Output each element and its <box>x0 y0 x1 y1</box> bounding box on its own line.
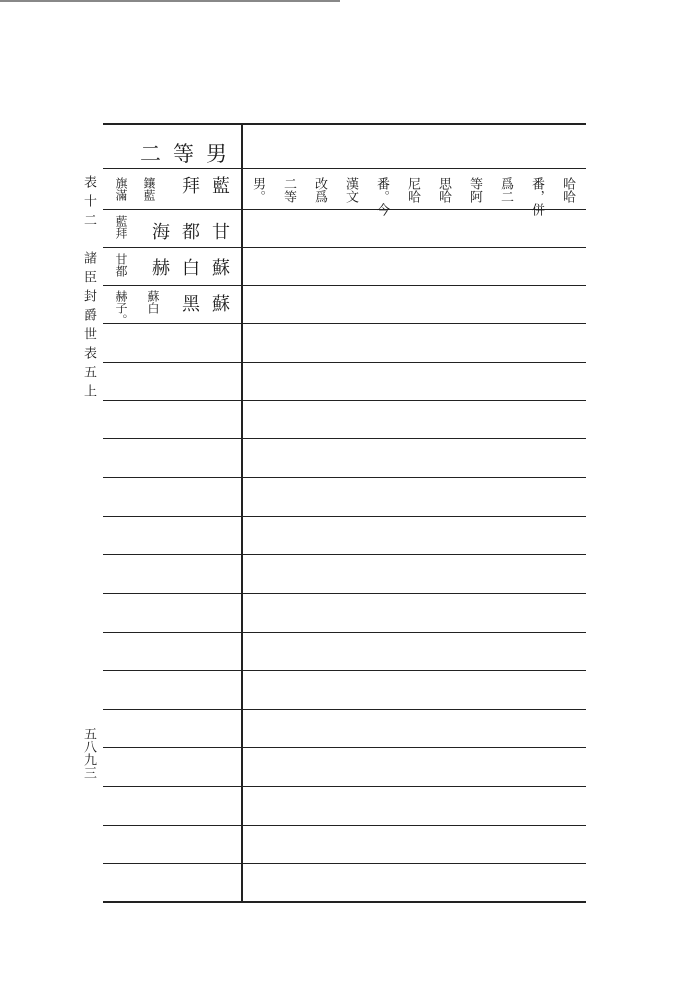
row2-name-pre: 都 <box>179 222 200 240</box>
row-rule <box>103 323 586 324</box>
row-rule <box>103 247 586 248</box>
row4-name-pre: 黑 <box>179 294 200 312</box>
note-column: 思哈 <box>436 177 451 203</box>
row-rule <box>103 863 586 864</box>
row-rule <box>103 670 586 671</box>
row2-name-pre2: 海 <box>149 222 170 240</box>
note-column: 等阿 <box>467 177 482 203</box>
rank-header: 二等男 <box>140 142 239 166</box>
row-rule <box>103 477 586 478</box>
row-rule <box>103 438 586 439</box>
row-rule <box>103 285 586 286</box>
page-number: 五八九三 <box>81 727 96 779</box>
note-column: 改爲 <box>312 177 327 203</box>
row-rule <box>103 825 586 826</box>
row-rule <box>103 168 586 169</box>
row-rule <box>103 400 586 401</box>
margin-title: 表十二 諸臣封爵世表五上 <box>81 175 96 403</box>
note-column: 哈哈 <box>560 177 575 203</box>
table-top-rule <box>103 123 586 125</box>
row1-name: 藍 <box>209 176 230 194</box>
note-column: 漢文 <box>343 177 358 203</box>
note-column: 二等 <box>281 177 296 203</box>
row4-sub-a: 蘇 <box>146 290 160 302</box>
row-rule <box>103 786 586 787</box>
row4-sub-b: 赫子。 <box>114 290 128 326</box>
table-bottom-rule <box>103 901 586 903</box>
row3-name: 蘇 <box>209 258 230 276</box>
row3-name-pre2: 赫 <box>149 258 170 276</box>
scan-top-edge <box>0 0 340 2</box>
row-rule <box>103 632 586 633</box>
row-rule <box>103 516 586 517</box>
note-column: 番。今 <box>374 177 389 216</box>
row1-sub-a: 鑲藍 <box>142 177 156 201</box>
row1-sub-b: 旗滿 <box>114 177 128 201</box>
row1-name-pre: 拜 <box>179 176 200 194</box>
row2-name: 甘 <box>209 222 230 240</box>
row-rule <box>103 362 586 363</box>
note-column: 番，併 <box>529 177 544 216</box>
row-rule <box>103 709 586 710</box>
row4-name-pre2: 白 <box>146 302 160 314</box>
row4-name: 蘇 <box>209 294 230 312</box>
note-column: 尼哈 <box>405 177 420 203</box>
row-rule <box>103 554 586 555</box>
row-rule <box>103 747 586 748</box>
note-column: 爲二 <box>498 177 513 203</box>
row2-sub: 藍拜 <box>114 215 128 239</box>
row3-sub: 甘都 <box>114 253 128 277</box>
note-column: 男。 <box>250 177 265 203</box>
row-rule <box>103 209 586 210</box>
row-rule <box>103 593 586 594</box>
row3-name-pre: 白 <box>179 258 200 276</box>
